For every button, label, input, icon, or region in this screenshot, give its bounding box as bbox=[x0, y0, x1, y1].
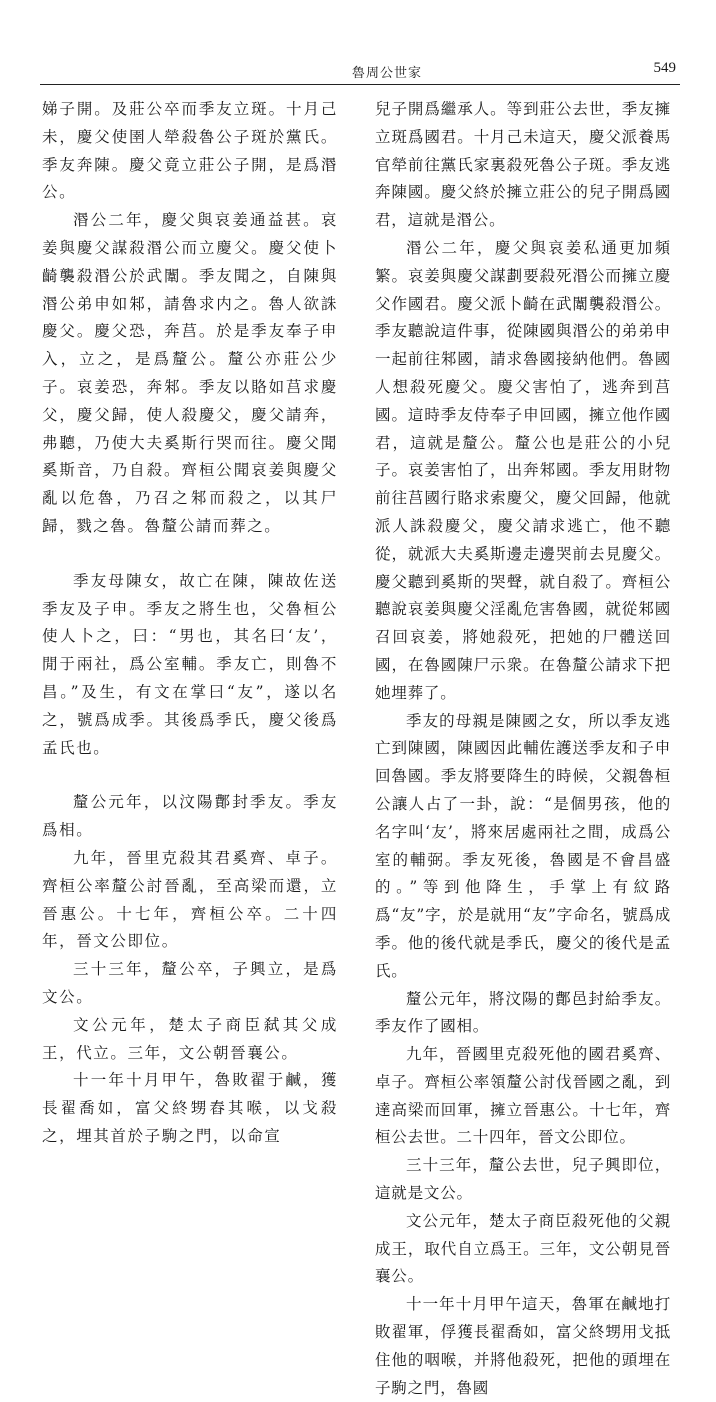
translation-paragraph: 釐公元年，將汶陽的鄪邑封給季友。季友作了國相。 bbox=[375, 989, 671, 1036]
translation-paragraph: 湣公二年，慶父與哀姜私通更加頻繁。哀姜與慶父謀劃要殺死湣公而擁立慶父作國君。慶父派卜齮在武闈襲殺湣公。季友聽說這件事，從陳國與湣公的弟弟申一起前往邾國，請求魯國接納他們。魯國人想殺死慶父。慶父害怕了，逃奔到莒國。這時季友侍奉子申回國，擁立他作國君，這就是釐公。釐公也是莊公的小兒子。哀姜害怕了，出奔邾國。季友用財物前往莒國行賂求索慶父，慶父回歸，他就派人誅殺慶父，慶父請求逃亡，他不聽從，就派大夫奚斯邊走邊哭前去見慶父。慶父聽到奚斯的哭聲，就自殺了。齊桓公聽說哀姜與慶父淫亂危害魯國，就從邾國召回哀姜，將她殺死，把她的尸體送回國，在魯國陳尸示衆。在魯釐公請求下把她埋葬了。 bbox=[375, 238, 671, 702]
translation-paragraph: 文公元年，楚太子商臣殺死他的父親成王，取代自立爲王。三年，文公朝見晉襄公。 bbox=[375, 1211, 671, 1286]
classical-paragraph: 釐公元年，以汶陽鄪封季友。季友爲相。 bbox=[42, 793, 338, 840]
classical-paragraph: 十一年十月甲午，魯敗翟于鹹，獲長翟喬如，富父終甥舂其喉，以戈殺之，埋其首於子駒之門，以命宣 bbox=[42, 1071, 338, 1145]
translation-text-column bbox=[375, 96, 671, 1402]
classical-paragraph: 娣子開。及莊公卒而季友立斑。十月己未，慶父使圉人犖殺魯公子斑於黨氏。季友奔陳。慶父竟立莊公子開，是爲湣公。 bbox=[42, 100, 338, 202]
classical-paragraph: 九年，晉里克殺其君奚齊、卓子。齊桓公率釐公討晉亂，至高梁而還，立晉惠公。十七年，齊桓公卒。二十四年，晉文公即位。 bbox=[42, 848, 338, 951]
translation-paragraph: 十一年十月甲午這天，魯軍在鹹地打敗翟軍，俘獲長翟喬如，富父終甥用戈抵住他的咽喉，并將他殺死，把他的頭埋在子駒之門，魯國 bbox=[375, 1295, 671, 1397]
classical-paragraph: 季友母陳女，故亡在陳，陳故佐送季友及子申。季友之將生也，父魯桓公使人卜之，曰：“男也，其名曰‘友’，閒于兩社，爲公室輔。季友亡，則魯不昌。”及生，有文在掌曰“友”，遂以名之，號爲成季。其後爲季氏，慶父後爲孟氏也。 bbox=[42, 571, 338, 757]
page-header bbox=[40, 58, 680, 85]
classical-paragraph: 文公元年，楚太子商臣弑其父成王，代立。三年，文公朝晉襄公。 bbox=[42, 1015, 338, 1062]
translation-paragraph: 三十三年，釐公去世，兒子興即位，這就是文公。 bbox=[375, 1156, 671, 1203]
translation-paragraph: 九年，晉國里克殺死他的國君奚齊、卓子。齊桓公率領釐公討伐晉國之亂，到達高梁而回軍，擁立晉惠公。十七年，齊桓公去世。二十四年，晉文公即位。 bbox=[375, 1045, 671, 1147]
running-title: 魯周公世家 bbox=[352, 66, 423, 81]
translation-paragraph: 季友的母親是陳國之女，所以季友逃亡到陳國，陳國因此輔佐護送季友和子申回魯國。季友將要降生的時候，父親魯桓公讓人占了一卦，說：“是個男孩，他的名字叫‘友’，將來居處兩社之間，成爲公室的輔弼。季友死後，魯國是不會昌盛的。”等到他降生，手掌上有紋路爲“友”字，於是就用“友”字命名，號爲成季。他的後代就是季氏，慶父的後代是孟氏。 bbox=[375, 711, 671, 980]
classical-text-column bbox=[42, 96, 338, 1151]
classical-paragraph: 三十三年，釐公卒，子興立，是爲文公。 bbox=[42, 960, 338, 1006]
classical-paragraph: 湣公二年，慶父與哀姜通益甚。哀姜與慶父謀殺湣公而立慶父。慶父使卜齮襲殺湣公於武闈。季友聞之，自陳與湣公弟申如邾，請魯求内之。魯人欲誅慶父。慶父恐，奔莒。於是季友奉子申入，立之，是爲釐公。釐公亦莊公少子。哀姜恐，奔邾。季友以賂如莒求慶父，慶父歸，使人殺慶父，慶父請奔，弗聽，乃使大夫奚斯行哭而往。慶父聞奚斯音，乃自殺。齊桓公聞哀姜與慶父亂以危魯，乃召之邾而殺之，以其尸歸，戮之魯。魯釐公請而葬之。 bbox=[42, 211, 338, 535]
translation-paragraph: 兒子開爲繼承人。等到莊公去世，季友擁立斑爲國君。十月己未這天，慶父派養馬官犖前往黨氏家裏殺死魯公子斑。季友逃奔陳國。慶父終於擁立莊公的兒子開爲國君，這就是湣公。 bbox=[375, 100, 671, 230]
page-number: 549 bbox=[653, 60, 676, 76]
